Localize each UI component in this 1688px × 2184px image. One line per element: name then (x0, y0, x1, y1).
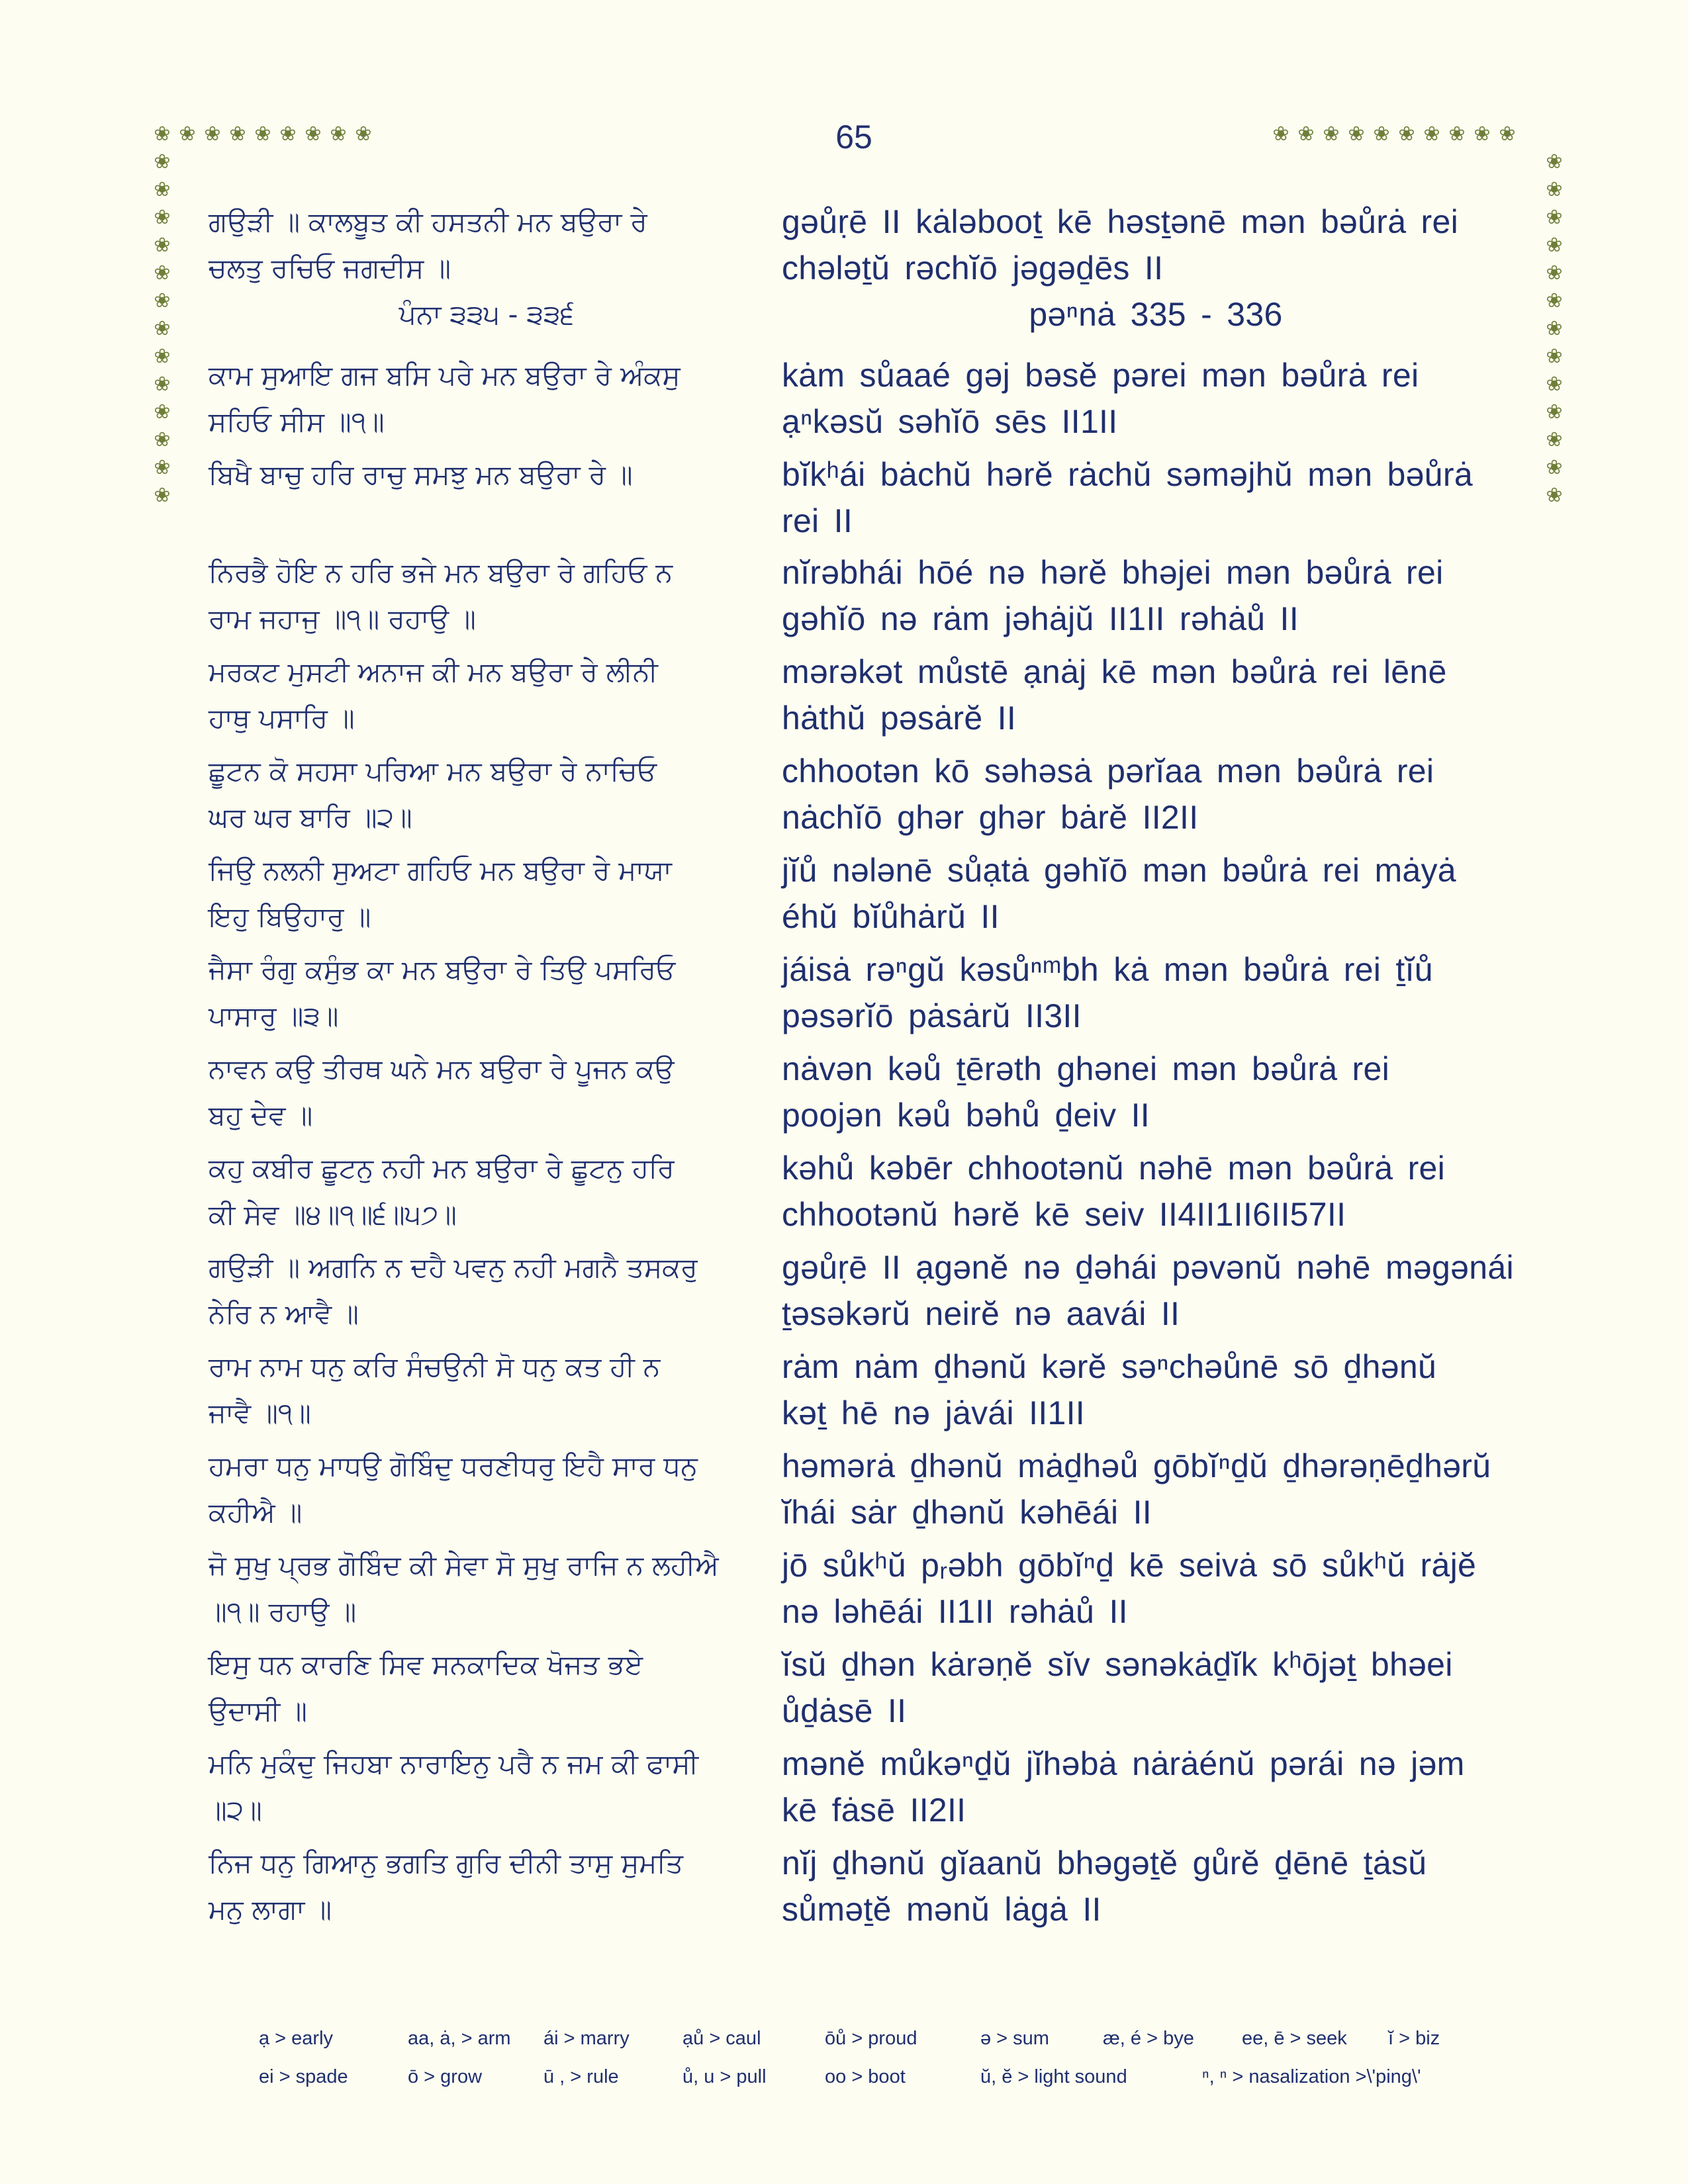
translit-block (782, 352, 1530, 445)
gurmukhi-line: ਮਨੁ ਲਾਗਾ ॥ (209, 1893, 332, 1925)
flower-ornament-icon: ❀ (1546, 345, 1563, 368)
flower-ornament-icon: ❀ (154, 317, 171, 340)
translit-line: pəⁿnȧ 335 - 336 (1029, 296, 1283, 333)
legend-item: ə > sum (980, 2028, 1049, 2049)
gurmukhi-line: ਜੈਸਾ ਰੰਗੁ ਕਸੁੰਭ ਕਾ ਮਨ ਬਉਰਾ ਰੇ ਤਿਉ ਪਸਰਿਓ (209, 954, 676, 985)
legend-item: oo > boot (825, 2066, 906, 2087)
flower-ornament-icon: ❀ (1348, 122, 1365, 146)
legend-row (259, 2066, 1517, 2105)
gurmukhi-line: ਬਹੁ ਦੇਵ ॥ (209, 1099, 313, 1131)
verse-block (209, 946, 765, 1039)
translit-block (782, 649, 1530, 741)
gurmukhi-line: ਕਹੀਐ ॥ (209, 1496, 303, 1528)
translit-line: gəhĭō nə rȧm jəhȧjŭ II1II rəhȧů II (782, 600, 1299, 637)
gurmukhi-line: ਗਉੜੀ ॥ ਅਗਨਿ ਨ ਦਹੈ ਪਵਨੁ ਨਹੀ ਮਗਨੈ ਤਸਕਰੁ (209, 1251, 698, 1283)
flower-ornament-icon: ❀ (1546, 456, 1563, 479)
page-reference-translit (782, 291, 1530, 338)
legend-item: ů, u > pull (682, 2066, 767, 2087)
flower-ornament-icon: ❀ (1546, 150, 1563, 173)
legend-item: æ, é > bye (1103, 2028, 1194, 2049)
gurmukhi-line: ਇਸੁ ਧਨ ਕਾਰਣਿ ਸਿਵ ਸਨਕਾਦਿਕ ਖੋਜਤ ਭਏ (209, 1649, 643, 1680)
legend-item: ō > grow (408, 2066, 483, 2087)
translit-line: poojən kəů bəhů ḏeiv II (782, 1097, 1150, 1134)
verse-block (209, 1443, 765, 1535)
flower-ornament-icon: ❀ (1546, 261, 1563, 285)
pronunciation-legend (259, 2028, 1517, 2105)
verse-block (209, 1046, 765, 1138)
translit-line: hȧthŭ pəsȧrĕ II (782, 700, 1017, 737)
verse-block (209, 1542, 765, 1635)
translit-block (782, 1641, 1530, 1734)
legend-item: ĭ > biz (1388, 2028, 1440, 2049)
translit-line: nə ləhēái II1II rəhȧů II (782, 1593, 1128, 1630)
gurmukhi-line: ॥੨॥ (209, 1794, 262, 1826)
translit-line: chhootənŭ hərĕ kē seiv II4II1II6II57II (782, 1196, 1346, 1233)
translit-line: ạⁿkəsŭ səhĭō sēs II1II (782, 403, 1118, 440)
translit-block (782, 1145, 1530, 1238)
flower-ornament-icon: ❀ (154, 400, 171, 424)
translit-block (782, 1343, 1530, 1436)
flower-ornament-icon: ❀ (1546, 178, 1563, 201)
verse-block (209, 549, 765, 642)
translit-line: nȧvən kəů ṯērəth ghənei mən bəůrȧ rei (782, 1050, 1390, 1087)
gurmukhi-line: ਸਹਿਓ ਸੀਸ ॥੧॥ (209, 406, 385, 437)
flower-ornament-icon: ❀ (1546, 484, 1563, 507)
translit-line: ůḏȧsē II (782, 1692, 907, 1729)
flower-ornament-icon: ❀ (154, 234, 171, 257)
flower-ornament-icon: ❀ (1474, 122, 1491, 146)
legend-item: ạů > caul (682, 2028, 761, 2049)
gurmukhi-line: ਨਾਵਨ ਕਉ ਤੀਰਥ ਘਨੇ ਮਨ ਬਉਰਾ ਰੇ ਪੂਜਨ ਕਉ (209, 1053, 675, 1085)
translit-line: kȧm sůaaé gəj bəsĕ pərei mən bəůrȧ rei (782, 357, 1419, 394)
flower-ornament-icon: ❀ (154, 206, 171, 229)
flower-ornament-icon: ❀ (1546, 400, 1563, 424)
legend-item: ōů > proud (825, 2028, 917, 2049)
translit-line: ṯəsəkərŭ neirĕ nə aavái II (782, 1295, 1180, 1332)
flower-ornament-icon: ❀ (1448, 122, 1466, 146)
legend-item: ái > marry (543, 2028, 630, 2049)
translit-block (782, 549, 1530, 642)
page-number: 65 (835, 118, 872, 156)
verse-block (209, 649, 765, 741)
legend-item: aa, ȧ, > arm (408, 2028, 511, 2049)
gurmukhi-line: ਮਨਿ ਮੁਕੰਦੁ ਜਿਹਬਾ ਨਾਰਾਇਨੁ ਪਰੈ ਨ ਜਮ ਕੀ ਫਾਸੀ (209, 1748, 699, 1780)
flower-ornament-icon: ❀ (179, 122, 196, 146)
flower-ornament-icon: ❀ (1546, 289, 1563, 312)
flower-ornament-icon: ❀ (1373, 122, 1390, 146)
gurmukhi-line: ਜਾਵੈ ॥੧॥ (209, 1397, 311, 1429)
translit-line: jáisȧ rəⁿgŭ kəsůⁿᵐbh kȧ mən bəůrȧ rei ṯĭů (782, 951, 1433, 988)
flower-ornament-icon: ❀ (1546, 234, 1563, 257)
flower-ornament-icon: ❀ (154, 122, 171, 146)
flower-ornament-icon: ❀ (330, 122, 347, 146)
gurmukhi-line: ਜਿਉ ਨਲਨੀ ਸੁਅਟਾ ਗਹਿਓ ਮਨ ਬਉਰਾ ਰੇ ਮਾਯਾ (209, 854, 672, 886)
legend-item: ạ > early (259, 2028, 334, 2049)
flower-ornament-icon: ❀ (154, 456, 171, 479)
gurmukhi-line: ਚਲਤੁ ਰਚਿਓ ਜਗਦੀਸ ॥ (209, 252, 451, 284)
flower-ornament-icon: ❀ (1272, 122, 1289, 146)
flower-ornament-icon: ❀ (254, 122, 271, 146)
flower-ornament-icon: ❀ (1546, 206, 1563, 229)
translit-line: kəṯ hē nə jȧvái II1II (782, 1394, 1086, 1432)
translit-block (782, 847, 1530, 940)
translit-line: gəůṛē II ạgənĕ nə ḏəhái pəvənŭ nəhē məgənái (782, 1249, 1514, 1286)
translit-line: nȧchĭō ghər ghər bȧrĕ II2II (782, 799, 1199, 836)
page-reference (209, 291, 765, 338)
translit-line: kəhů kəbēr chhootənŭ nəhē mən bəůrȧ rei (782, 1150, 1446, 1187)
verse-block (209, 352, 765, 445)
translit-line: bĭkʰái bȧchŭ hərĕ rȧchŭ səməjhŭ mən bəůrȧ (782, 456, 1473, 493)
flower-ornament-icon: ❀ (279, 122, 297, 146)
gurmukhi-line: ਇਹੁ ਬਿਉਹਾਰੁ ॥ (209, 901, 371, 933)
translit-block (782, 1840, 1530, 1933)
legend-row (259, 2028, 1517, 2066)
flower-ornament-icon: ❀ (154, 150, 171, 173)
translit-block (782, 946, 1530, 1039)
translit-line: ĭsŭ ḏhən kȧrəṇĕ sĭv sənəkȧḏĭk kʰōjəṯ bhəei (782, 1646, 1453, 1683)
flower-ornament-icon: ❀ (154, 373, 171, 396)
verse-block (209, 451, 765, 498)
flower-ornament-icon: ❀ (1323, 122, 1340, 146)
gurmukhi-line: ਕੀ ਸੇਵ ॥੪॥੧॥੬॥੫੭॥ (209, 1199, 457, 1230)
verse-block (209, 1244, 765, 1337)
flower-ornament-icon: ❀ (1546, 428, 1563, 451)
flower-ornament-icon: ❀ (154, 484, 171, 507)
translit-line: nĭrəbhái hōé nə hərĕ bhəjei mən bəůrȧ rei (782, 554, 1444, 591)
gurmukhi-line: ਪਾਸਾਰੁ ॥੩॥ (209, 1000, 339, 1032)
gurmukhi-line: ਨੇਰਿ ਨ ਆਵੈ ॥ (209, 1298, 359, 1330)
gurmukhi-line: ਹਾਥੁ ਪਸਾਰਿ ॥ (209, 702, 355, 734)
translit-line: jō sůkʰŭ pᵣəbh gōbĭⁿḏ kē seivȧ sō sůkʰŭ rȧjĕ (782, 1547, 1477, 1584)
translit-block (782, 1741, 1530, 1833)
flower-ornament-icon: ❀ (1499, 122, 1516, 146)
translit-line: chhootən kō səhəsȧ pərĭaa mən bəůrȧ rei (782, 752, 1434, 790)
translit-line: mənĕ můkəⁿḏŭ jĭhəbȧ nȧrȧénŭ pərái nə jəm (782, 1745, 1465, 1782)
translit-line: kē fȧsē II2II (782, 1792, 966, 1829)
gurmukhi-line: ਗਉੜੀ ॥ ਕਾਲਬੂਤ ਕੀ ਹਸਤਨੀ ਮਨ ਬਉਰਾ ਰੇ (209, 206, 647, 238)
flower-ornament-icon: ❀ (1423, 122, 1440, 146)
flower-ornament-icon: ❀ (355, 122, 372, 146)
gurmukhi-line: ਉਦਾਸੀ ॥ (209, 1695, 307, 1727)
translit-line: chələṯŭ rəchĭō jəgəḏēs II (782, 250, 1164, 287)
gurmukhi-line: ਘਰ ਘਰ ਬਾਰਿ ॥੨॥ (209, 801, 412, 833)
translit-block (782, 199, 1530, 291)
gurmukhi-line: ਪੰਨਾ ੩੩੫ - ੩੩੬ (399, 298, 575, 330)
verse-block (209, 1840, 765, 1933)
flower-ornament-icon: ❀ (1546, 317, 1563, 340)
translit-block (782, 748, 1530, 841)
verse-block (209, 199, 765, 291)
gurmukhi-line: ਰਾਮ ਨਾਮ ਧਨੁ ਕਰਿ ਸੰਚਉਨੀ ਸੋ ਧਨੁ ਕਤ ਹੀ ਨ (209, 1351, 661, 1383)
gurmukhi-line: ਨਿਜ ਧਨੁ ਗਿਆਨੁ ਭਗਤਿ ਗੁਰਿ ਦੀਨੀ ਤਾਸੁ ਸੁਮਤਿ (209, 1847, 683, 1879)
gurmukhi-line: ਮਰਕਟ ਮੁਸਟੀ ਅਨਾਜ ਕੀ ਮਨ ਬਉਰਾ ਰੇ ਲੀਨੀ (209, 656, 658, 688)
translit-line: ĭhái sȧr ḏhənŭ kəhēái II (782, 1494, 1152, 1531)
legend-item: ū , > rule (543, 2066, 619, 2087)
translit-line: həmərȧ ḏhənŭ mȧḏhəů gōbĭⁿḏŭ ḏhərəṇēḏhərŭ (782, 1447, 1491, 1484)
translit-block (782, 1046, 1530, 1138)
verse-block (209, 1741, 765, 1833)
translit-line: gəůṛē II kȧləbooṯ kē həsṯənē mən bəůrȧ rei (782, 203, 1458, 240)
translit-block (782, 451, 1530, 544)
verse-block (209, 1343, 765, 1436)
gurmukhi-line: ਬਿਖੈ ਬਾਚੁ ਹਰਿ ਰਾਚੁ ਸਮਝੁ ਮਨ ਬਉਰਾ ਰੇ ॥ (209, 459, 633, 490)
translit-line: pəsərĭō pȧsȧrŭ II3II (782, 997, 1082, 1034)
flower-ornament-icon: ❀ (154, 261, 171, 285)
flower-ornament-icon: ❀ (1398, 122, 1415, 146)
legend-item: ŭ, ĕ > light sound (980, 2066, 1127, 2087)
legend-item: ei > spade (259, 2066, 348, 2087)
translit-line: éhŭ bĭůhȧrŭ II (782, 898, 1000, 935)
translit-line: rei II (782, 502, 853, 539)
flower-ornament-icon: ❀ (154, 345, 171, 368)
gurmukhi-line: ਕਹੁ ਕਬੀਰ ਛੂਟਨੁ ਨਹੀ ਮਨ ਬਉਰਾ ਰੇ ਛੂਟਨੁ ਹਰਿ (209, 1152, 675, 1184)
flower-ornament-icon: ❀ (305, 122, 322, 146)
flower-ornament-icon: ❀ (204, 122, 221, 146)
gurmukhi-line: ਰਾਮ ਜਹਾਜੁ ॥੧॥ ਰਹਾਉ ॥ (209, 603, 476, 635)
translit-line: jĭů nələnē sůạtȧ gəhĭō mən bəůrȧ rei mȧyȧ (782, 852, 1456, 889)
gurmukhi-line: ਕਾਮ ਸੁਆਇ ਗਜ ਬਸਿ ਪਰੇ ਮਨ ਬਉਰਾ ਰੇ ਅੰਕਸੁ (209, 359, 680, 391)
translit-line: rȧm nȧm ḏhənŭ kərĕ səⁿchəůnē sō ḏhənŭ (782, 1348, 1437, 1385)
gurmukhi-line: ਨਿਰਭੈ ਹੋਇ ਨ ਹਰਿ ਭਜੇ ਮਨ ਬਉਰਾ ਰੇ ਗਹਿਓ ਨ (209, 557, 673, 588)
legend-item: ⁿ, ⁿ > nasalization >\'ping\' (1202, 2066, 1421, 2087)
verse-block (209, 847, 765, 940)
gurmukhi-line: ॥੧॥ ਰਹਾਉ ॥ (209, 1596, 357, 1627)
translit-line: mərəkət můstē ạnȧj kē mən bəůrȧ rei lēnē (782, 653, 1447, 690)
translit-line: nĭj ḏhənŭ gĭaanŭ bhəgəṯĕ gůrĕ ḏēnē ṯȧsŭ (782, 1844, 1427, 1882)
translit-block (782, 1244, 1530, 1337)
translit-block (782, 1542, 1530, 1635)
gurmukhi-line: ਛੂਟਨ ਕੋ ਸਹਸਾ ਪਰਿਆ ਮਨ ਬਉਰਾ ਰੇ ਨਾਚਿਓ (209, 755, 657, 787)
flower-ornament-icon: ❀ (1546, 373, 1563, 396)
verse-block (209, 1641, 765, 1734)
verse-block (209, 1145, 765, 1238)
gurmukhi-line: ਜੋ ਸੁਖੁ ਪ੍ਰਭ ਗੋਬਿੰਦ ਕੀ ਸੇਵਾ ਸੋ ਸੁਖੁ ਰਾਜਿ ਨ ਲਹੀਐ (209, 1549, 719, 1581)
translit-block (782, 1443, 1530, 1535)
legend-item: ee, ē > seek (1242, 2028, 1347, 2049)
translit-line: sůməṯĕ mənŭ lȧgȧ II (782, 1891, 1102, 1928)
flower-ornament-icon: ❀ (229, 122, 246, 146)
flower-ornament-icon: ❀ (154, 428, 171, 451)
flower-ornament-icon: ❀ (154, 178, 171, 201)
verse-block (209, 748, 765, 841)
flower-ornament-icon: ❀ (1297, 122, 1315, 146)
flower-ornament-icon: ❀ (154, 289, 171, 312)
gurmukhi-line: ਹਮਰਾ ਧਨੁ ਮਾਧਉ ਗੋਬਿੰਦੁ ਧਰਣੀਧਰੁ ਇਹੈ ਸਾਰ ਧਨੁ (209, 1450, 698, 1482)
